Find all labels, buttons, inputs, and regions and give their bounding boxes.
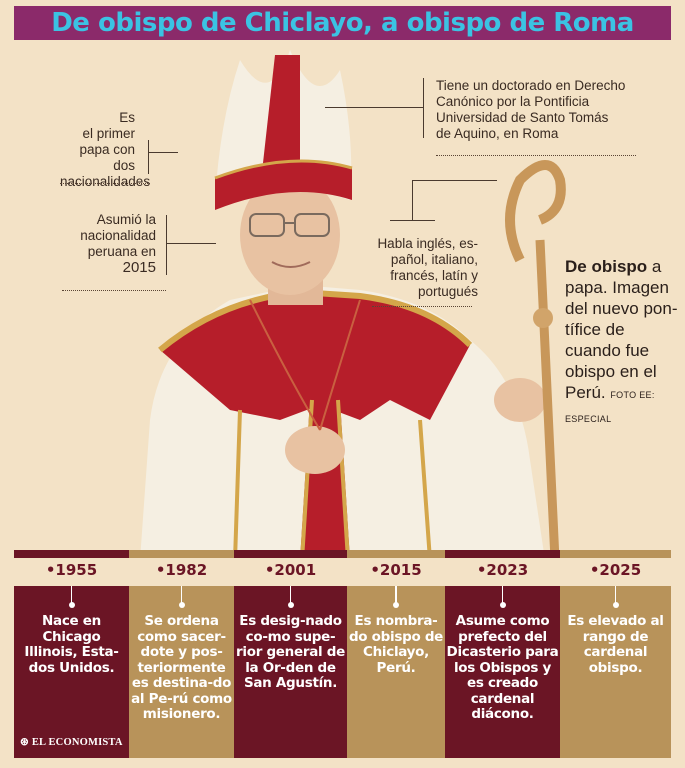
timeline-tick-dot <box>500 602 506 608</box>
timeline-stripe <box>347 550 445 558</box>
timeline-item <box>234 550 347 758</box>
note-line: Asumió la <box>96 212 156 227</box>
timeline-stripe <box>560 550 671 558</box>
note-line: peruana en <box>87 244 156 259</box>
timeline-year: •2023 <box>445 558 560 582</box>
timeline-stripe <box>445 550 560 558</box>
note-nationalities <box>60 110 151 190</box>
caption-lead: De obispo <box>565 257 648 276</box>
timeline-text: Es elevado al rango de cardenal obispo. <box>560 586 671 758</box>
leader-line <box>412 180 413 220</box>
leader-line <box>148 152 178 153</box>
timeline-tick-dot <box>613 602 619 608</box>
timeline-item <box>129 550 234 758</box>
note-line: 2015 <box>122 259 156 276</box>
note-line: francés, latín y <box>390 268 478 283</box>
note-doctorate <box>436 78 676 142</box>
page-title: De obispo de Chiclayo, a obispo de Roma <box>14 6 671 40</box>
caption-text: a papa. Imagen del nuevo pon-tífice de cuando fue obispo en el Perú. <box>565 257 678 402</box>
timeline-text: Asume como prefecto del Dicasterio para los Obispos y es creado cardenal diácono. <box>445 586 560 758</box>
note-line: Habla inglés, es- <box>377 236 478 251</box>
dotted-divider <box>62 290 166 291</box>
logo-text: EL ECONOMISTA <box>31 737 123 748</box>
timeline-year: •1982 <box>129 558 234 582</box>
note-line: nacionalidad <box>80 228 156 243</box>
timeline-text: Se ordena como sacer-dote y pos-teriormente es destina-do al Pe-rú como misionero. <box>129 586 234 758</box>
timeline-year: •2015 <box>347 558 445 582</box>
timeline-stripe <box>129 550 234 558</box>
logo-mark-icon: ⊛ <box>20 737 29 748</box>
timeline-year: •2025 <box>560 558 671 582</box>
timeline-item <box>14 550 129 758</box>
timeline-tick-dot <box>288 602 294 608</box>
leader-line <box>166 215 167 275</box>
timeline-text: Nace en Chicago Illinois, Esta-dos Unidos. <box>14 586 129 758</box>
note-languages <box>360 236 478 300</box>
leader-line <box>148 140 149 174</box>
note-line: de Aquino, en Roma <box>436 126 559 141</box>
dotted-divider <box>372 306 472 307</box>
dotted-divider <box>436 155 636 156</box>
timeline-year: •1955 <box>14 558 129 582</box>
timeline-year: •2001 <box>234 558 347 582</box>
photo-caption <box>565 256 683 430</box>
note-line: nacionalidades <box>60 174 151 189</box>
leader-line <box>166 243 216 244</box>
note-line: Universidad de Santo Tomás <box>436 110 609 125</box>
leader-line <box>412 180 497 181</box>
timeline-text: Es nombra-do obispo de Chiclayo, Perú. <box>347 586 445 758</box>
note-line: pañol, italiano, <box>390 252 478 267</box>
timeline-item <box>560 550 671 758</box>
timeline-tick-dot <box>179 602 185 608</box>
note-line: portugués <box>417 284 478 299</box>
note-line: Canónico por la Pontificia <box>436 94 590 109</box>
publisher-logo <box>20 736 123 748</box>
timeline-stripe <box>14 550 129 558</box>
timeline-item <box>347 550 445 758</box>
timeline-tick-dot <box>393 602 399 608</box>
timeline-text: Es desig-nado co-mo supe-rior general de la Or-den de San Agustín. <box>234 586 347 758</box>
timeline <box>14 550 671 760</box>
note-line: Es <box>119 110 135 125</box>
note-line: papa con dos <box>79 142 135 173</box>
caption-credit: FOTO EE: ESPECIAL <box>565 390 655 424</box>
timeline-item <box>445 550 560 758</box>
note-line: Tiene un doctorado en Derecho <box>436 78 626 93</box>
note-peruvian <box>56 212 156 276</box>
dotted-divider <box>60 183 150 184</box>
leader-line <box>325 107 423 108</box>
leader-line <box>390 220 435 221</box>
timeline-stripe <box>234 550 347 558</box>
note-line: el primer <box>82 126 135 141</box>
leader-line <box>423 78 424 138</box>
timeline-tick-dot <box>69 602 75 608</box>
